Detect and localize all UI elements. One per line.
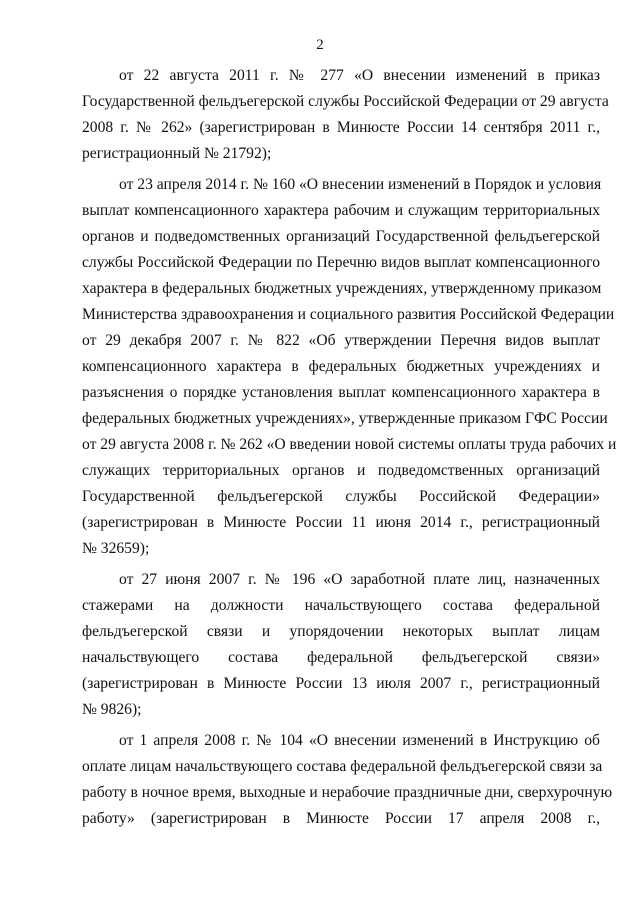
- paragraph-line: органов и подведомственных организаций Государственной фельдъегерской: [82, 228, 600, 245]
- paragraph-line: выплат компенсационного характера рабочим и служащим территориальных: [82, 202, 600, 219]
- paragraph-line: оплате лицам начальствующего состава федеральной фельдъегерской связи за: [82, 758, 603, 775]
- paragraph-line: службы Российской Федерации по Перечню видов выплат компенсационного: [82, 254, 600, 271]
- paragraph-line: 2008 г. № 262» (зарегистрирован в Минюсте России 14 сентября 2011 г.,: [82, 119, 600, 136]
- paragraph-line: разъяснения о порядке установления выплат компенсационного характера в: [82, 384, 600, 401]
- paragraph-line: от 29 декабря 2007 г. № 822 «Об утверждении Перечня видов выплат: [82, 332, 600, 349]
- page-number: 2: [316, 37, 324, 53]
- document-body: [82, 63, 617, 832]
- paragraph-line: № 9826);: [82, 701, 142, 718]
- paragraph-line: (зарегистрирован в Минюсте России 13 июля 2007 г., регистрационный: [82, 675, 600, 692]
- paragraph-line: от 29 августа 2008 г. № 262 «О введении новой системы оплаты труда рабочих и: [82, 436, 617, 453]
- paragraph-line: от 23 апреля 2014 г. № 160 «О внесении изменений в Порядок и условия: [119, 176, 602, 193]
- paragraph: [82, 63, 609, 167]
- paragraph-line: характера в федеральных бюджетных учреждениях, утвержденному приказом: [82, 280, 602, 297]
- paragraph-line: № 32659);: [82, 540, 150, 557]
- paragraph: [82, 728, 613, 832]
- paragraph: [82, 172, 617, 562]
- paragraph-line: от 22 августа 2011 г. № 277 «О внесении изменений в приказ: [119, 67, 600, 84]
- paragraph-line: Министерства здравоохранения и социального развития Российской Федерации: [82, 306, 615, 323]
- paragraph-line: служащих территориальных органов и подведомственных организаций: [82, 462, 600, 479]
- paragraph-line: фельдъегерской связи и упорядочении некоторых выплат лицам: [82, 623, 600, 640]
- paragraph-line: работу в ночное время, выходные и нерабочие праздничные дни, сверхурочную: [82, 784, 613, 801]
- paragraph-line: Государственной фельдъегерской службы Российской Федерации»: [82, 488, 600, 505]
- paragraph-line: от 27 июня 2007 г. № 196 «О заработной плате лиц, назначенных: [119, 571, 600, 588]
- paragraph-line: регистрационный № 21792);: [82, 145, 272, 162]
- paragraph-line: от 1 апреля 2008 г. № 104 «О внесении изменений в Инструкцию об: [119, 732, 600, 749]
- paragraph-line: работу» (зарегистрирован в Минюсте России 17 апреля 2008 г.,: [82, 810, 600, 827]
- paragraph-line: стажерами на должности начальствующего состава федеральной: [82, 597, 600, 614]
- paragraph-line: федеральных бюджетных учреждениях», утвержденные приказом ГФС России: [82, 410, 608, 427]
- paragraph: [82, 567, 600, 723]
- paragraph-line: компенсационного характера в федеральных бюджетных учреждениях и: [82, 358, 600, 375]
- paragraph-line: Государственной фельдъегерской службы Российской Федерации от 29 августа: [82, 93, 609, 110]
- paragraph-line: начальствующего состава федеральной фельдъегерской связи»: [82, 649, 600, 666]
- paragraph-line: (зарегистрирован в Минюсте России 11 июня 2014 г., регистрационный: [82, 514, 600, 531]
